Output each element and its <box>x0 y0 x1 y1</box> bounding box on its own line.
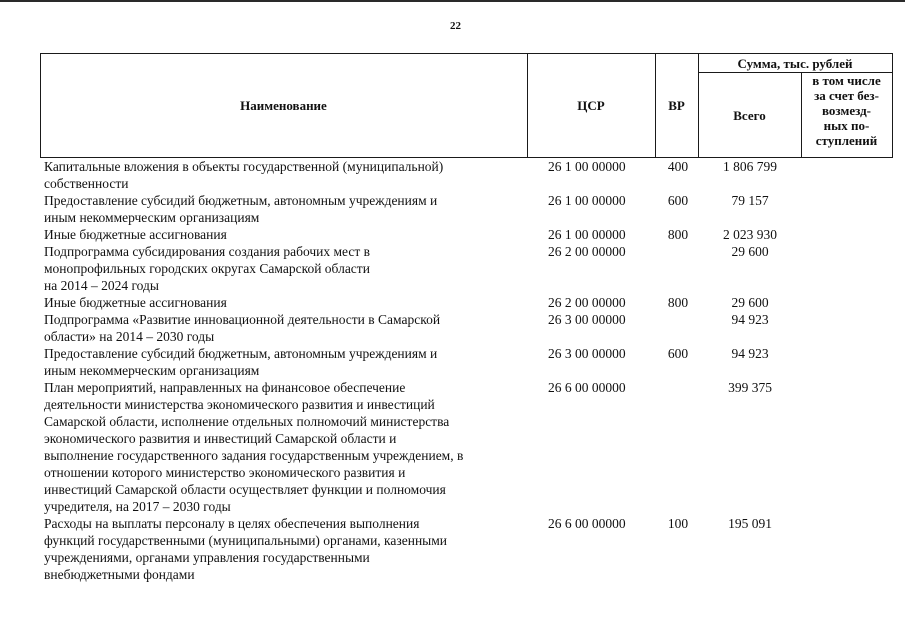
row-csr: 26 6 00 00000 <box>548 516 626 531</box>
header-csr: ЦСР <box>577 98 605 113</box>
table-header <box>0 0 905 160</box>
row-total: 94 923 <box>731 312 769 327</box>
row-name: Предоставление субсидий бюджетным, автономным учреждениям и иным некоммерческим организациям <box>44 346 438 378</box>
header-including-line: за счет без- <box>814 88 879 103</box>
row-name: Расходы на выплаты персоналу в целях обеспечения выполнения функций государственными (муниципальными) органами, казенными учреждениями, органами управления государственными внебюджетными фондами <box>44 516 448 582</box>
row-csr: 26 1 00 00000 <box>548 159 626 174</box>
row-vr: 600 <box>667 346 689 361</box>
row-name: Иные бюджетные ассигнования <box>44 227 227 242</box>
row-name: Подпрограмма «Развитие инновационной деятельности в Самарской области» на 2014 – 2030 годы <box>44 312 441 344</box>
row-name: Капитальные вложения в объекты государственной (муниципальной) собственности <box>44 159 444 191</box>
row-csr: 26 2 00 00000 <box>548 295 626 310</box>
row-csr: 26 3 00 00000 <box>548 312 626 327</box>
row-vr: 600 <box>667 193 689 208</box>
row-vr: 800 <box>667 227 689 242</box>
header-vr: ВР <box>668 98 685 113</box>
row-name: План мероприятий, направленных на финансовое обеспечение деятельности министерства экономического развития и инвестиций Самарской области, исполнение отдельных полномочий министерства экономического развития и инвестиций Самарской области и выполнение государственного задания государственным учреждением, в отношении которого министерство экономического развития и инвестиций Самарской области осуществляет функции и полномочия учредителя, на 2017 – 2030 годы <box>44 380 464 514</box>
row-total: 29 600 <box>731 244 769 259</box>
row-total: 94 923 <box>731 346 769 361</box>
row-csr: 26 1 00 00000 <box>548 227 626 242</box>
row-name: Подпрограмма субсидирования создания рабочих мест в монопрофильных городских округах Самарской области на 2014 – 2024 годы <box>44 244 371 293</box>
header-including-line: в том числе <box>812 73 881 88</box>
row-total: 2 023 930 <box>723 227 777 242</box>
row-total: 79 157 <box>731 193 769 208</box>
row-vr: 400 <box>667 159 689 174</box>
row-name: Предоставление субсидий бюджетным, автономным учреждениям и иным некоммерческим организациям <box>44 193 438 225</box>
row-csr: 26 3 00 00000 <box>548 346 626 361</box>
header-including <box>801 73 892 148</box>
row-vr: 800 <box>667 295 689 310</box>
row-total: 195 091 <box>728 516 772 531</box>
row-csr: 26 1 00 00000 <box>548 193 626 208</box>
header-total: Всего <box>733 108 766 123</box>
header-including-line: возмезд- <box>822 103 871 118</box>
row-total: 29 600 <box>731 295 769 310</box>
row-name: Иные бюджетные ассигнования <box>44 295 227 310</box>
header-name: Наименование <box>240 98 327 113</box>
header-top-border <box>40 53 893 54</box>
header-sum-title: Сумма, тыс. рублей <box>737 56 853 71</box>
row-total: 399 375 <box>728 380 772 395</box>
row-vr: 100 <box>667 516 689 531</box>
row-csr: 26 6 00 00000 <box>548 380 626 395</box>
row-total: 1 806 799 <box>723 159 777 174</box>
header-including-line: ступлений <box>815 133 878 148</box>
row-csr: 26 2 00 00000 <box>548 244 626 259</box>
header-right-border <box>892 53 893 158</box>
header-including-line: ных по- <box>823 118 870 133</box>
page-number: 22 <box>450 20 461 32</box>
